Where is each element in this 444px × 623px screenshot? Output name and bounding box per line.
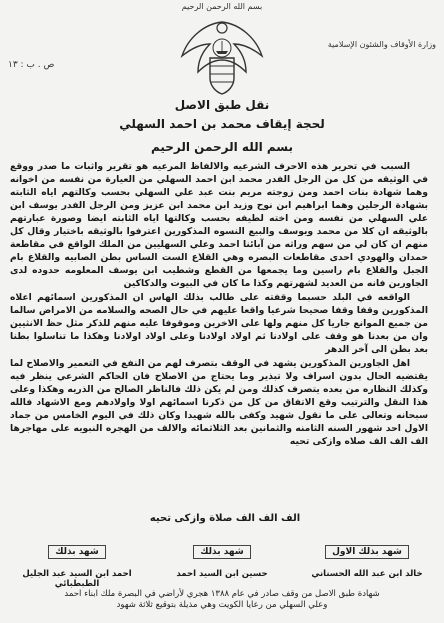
witness-label: شهد بذلك الاول	[325, 545, 409, 559]
witness-name: خالد ابن عبد الله الحسناني	[311, 569, 423, 579]
kuwait-emblem-icon	[174, 14, 270, 98]
witness-label: شهد بذلك	[48, 545, 105, 559]
document-body	[10, 160, 428, 510]
witness-label: شهد بذلك	[193, 545, 250, 559]
witness-block	[153, 545, 291, 579]
witness-block	[8, 545, 146, 589]
document-subtitle: لحجة إيقاف محمد بن احمد السهلي	[119, 117, 325, 131]
footer-line: وعلي السهلي من رعايا الكويت وهي مذيلة بتوقيع ثلاثة شهود	[116, 600, 328, 610]
document-title: نقل طبق الاصل	[174, 98, 270, 112]
body-paragraph: اهل الجاورين المذكورين يشهد في الوقف بتصرف لهم من النفع في التعمير والاصلاح لما يقتضيه الحال بدون اسراف ولا تبذير وما يحتاج من الاصلاح فان الحاكم الشرعي ينظر فيه وكذلك النظاره من بعده يتصرف كذلك ومن لم يكن ذلك فالناظر الصالح من الذريه وهكذا وعلى هذا النقل والترتيب وقع الاتفاق من كل من ذكرنا اسمائهم اولا واولادهم ومع الاشهاد فالله سبحانه وتعالى على ما نقول شهيد وكفى بالله شهيدا وكان ذلك في اليوم الخامس من جماد الاول احد شهور السنه الثامنه والثمانين بعد الثلاثمائه والالف من الهجره النبويه على مهاجرها الف الف الف صلاه وازكى تحيه	[10, 358, 428, 447]
body-paragraph: الواقعه في البلد حسبما وقفته على طالب بذلك الهاس ان المذكورين اسمائهم اعلاه المذكورين وقفا وقفا صحيحا شرعيا واقعا عليهم في حال الصحه والسلامه من الامراض سالما من جميع الموانع جاريا كل منهم ولها على الاخرين وموقوفا عليه منهم للذكر مثل حظ الانثيين وان من بعدنا هو وقف على اولادنا ثم اولاد اولادنا وعلى اولاد اولادنا وهكذا ما تناسلوا بطنا بعد بطن الى آخر الدهر	[10, 292, 428, 355]
reference-number: ص . ب : ١٣	[8, 60, 55, 70]
body-paragraph: السبب في تحرير هذه الاحرف الشرعيه والالفاظ المرعيه هو تقرير واثبات ما صدر ووقع في الوثيقه من كل من الرجل الفدر محمد ابن احمد السهلي من العيارة من نفسه من اخوانه وهما شهادة بنات احمد ومن زوجته مريم بنت عبد علي السهلي بحسب وكالتهم اياه الثابته بشهادة الرجلين وهما ابراهيم ابن نوح وزيد ابن محمد ابن عزيز ومن الرجل الفدر يوسف ابن علي السهلي من نفسه ومن اخته لطيفه بحسب وكالتها اياه الثابته ايضا وصورة عبارتهم بالوثيقه ان كلا من محمد ويوسف والبيع النسوه المذكورين اعترفوا بالوثيقه باختيار وقال كل منهم ان كان لي من سهم وراثه من آبائنا احمد وعلي السهليين من الملك الواقع في مقاطعة حمدان والهودي احدى مقاطعات البصره وهي القلاع الست الساس بطن الصابيه والقلاع بام الجبل والقلاع بام راسين وما يجمعها من القطع وشطيب ابن يوسف المعلومه حدوده لدى الجاورين فانه من العديد لشهرتهم وكذا ما كان في البيوت والدكاكين	[10, 161, 428, 289]
witness-block	[298, 545, 436, 579]
footer-line: شهادة طبق الاصل من وقف صادر في عام ١٣٨٨ هجري لأراضي في البصرة ملك ابناء احمد	[64, 589, 380, 599]
header-basmala: بسم الله الرحمن الرحيم	[181, 2, 263, 11]
witness-name: احمد ابن السيد عبد الجليل الطبطبائي	[22, 569, 132, 589]
ministry-name: وزارة الأوقاف والشئون الإسلامية	[327, 40, 436, 49]
closing-line: الف الف الف صلاة وازكى تحيه	[149, 513, 301, 524]
witness-name: حسين ابن السيد احمد	[176, 569, 268, 579]
footer-note	[10, 589, 434, 611]
body-basmala: بسم الله الرحمن الرحيم	[150, 140, 294, 154]
